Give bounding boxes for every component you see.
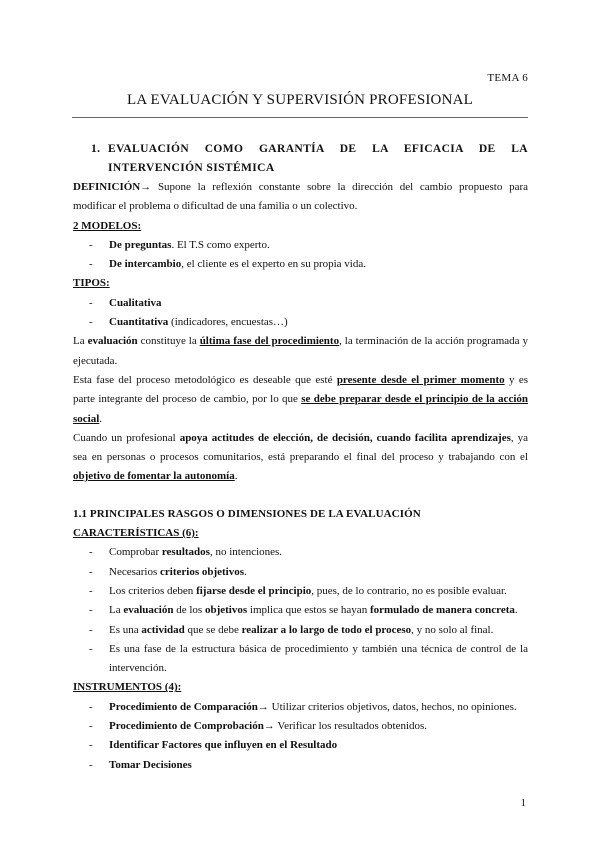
text-run: Cuando un profesional	[73, 431, 180, 444]
bold-run: evaluación	[87, 335, 138, 348]
bold-underline-run: objetivo de fomentar la autonomía	[73, 470, 235, 483]
bold-run: resultados	[161, 546, 210, 559]
item-bold: Procedimiento de Comprobación→	[109, 720, 275, 733]
text-run: , la terminación de la acción programada y ejecutada.	[73, 335, 529, 367]
bold-underline-run: última fase del procedimiento	[199, 335, 340, 348]
item-text: Utilizar criterios objetivos, datos, hechos, no opiniones.	[268, 700, 517, 713]
bold-run: realizar a lo largo de todo el proceso	[241, 623, 412, 636]
bold-run: fijarse desde el principio	[196, 584, 312, 597]
text-run: Comprobar	[109, 546, 162, 559]
phase-paragraph	[73, 371, 528, 429]
bold-run: evaluación	[123, 604, 174, 617]
list-item	[73, 621, 528, 640]
list-item	[73, 543, 528, 562]
text-run: , no intenciones.	[209, 546, 283, 559]
definition-paragraph	[73, 178, 528, 217]
text-run: Es una fase de la estructura básica de procedimiento y también una técnica de control de la intervención.	[109, 642, 528, 675]
text-run: Esta fase del proceso metodológico es deseable que esté	[73, 373, 337, 386]
section-heading-1-1: 1.1 PRINCIPALES RASGOS O DIMENSIONES DE LA EVALUACIÓN	[73, 507, 421, 520]
bold-run: criterios objetivos	[160, 565, 245, 578]
text-run: y es parte integrante del proceso de cambio, por lo que	[73, 373, 528, 406]
item-bold: Identificar Factores que influyen en el Resultado	[109, 739, 338, 752]
bold-run: actividad	[141, 623, 185, 636]
text-run: .	[99, 412, 103, 425]
item-bold: Procedimiento de Comparación→	[109, 700, 269, 713]
item-bold: Cuantitativa	[109, 316, 169, 329]
text-run: constituye la	[137, 335, 200, 348]
bold-underline-run: presente desde el primer momento	[336, 373, 505, 386]
section-number: 1.	[91, 143, 101, 155]
item-text: , el cliente es el experto en su propia vida.	[181, 258, 366, 271]
item-text: . El T.S como experto.	[171, 238, 270, 251]
text-run: .	[514, 604, 518, 617]
text-run: Necesarios	[109, 565, 161, 578]
models-list	[73, 236, 528, 275]
bold-run: formulado de manera concreta	[369, 604, 515, 617]
title-divider	[72, 117, 528, 118]
text-run: que se debe	[184, 623, 242, 636]
bold-run: apoya actitudes de elección, de decisión, cuando facilita aprendizajes	[179, 431, 511, 444]
list-item	[73, 563, 528, 582]
text-run: Los criterios deben	[109, 584, 197, 597]
list-item	[73, 313, 528, 332]
characteristics-heading	[73, 524, 528, 543]
characteristics-heading-text: CARACTERÍSTICAS (6):	[73, 527, 199, 540]
definition-label: DEFINICIÓN→	[73, 181, 152, 193]
page-number: 1	[520, 797, 526, 809]
list-item	[73, 640, 528, 679]
types-heading	[73, 274, 528, 293]
text-run: .	[234, 470, 238, 483]
text-run: de los	[173, 604, 205, 617]
list-item	[73, 601, 528, 620]
item-bold: De intercambio	[109, 258, 182, 271]
list-item	[73, 756, 528, 775]
characteristics-list	[73, 543, 528, 678]
bold-underline-run: se debe preparar desde el principio de la acción social	[73, 393, 528, 425]
list-item	[73, 255, 528, 274]
text-run: , pues, de lo contrario, no es posible evaluar.	[311, 584, 507, 597]
professional-paragraph	[73, 429, 528, 487]
text-run: La	[73, 335, 88, 348]
text-run: .	[244, 565, 247, 578]
text-run: implica que estos se hayan	[247, 604, 370, 617]
bold-run: objetivos	[204, 604, 248, 617]
text-run: La	[109, 604, 124, 617]
list-item	[73, 236, 528, 255]
section-heading-text: EVALUACIÓN COMO GARANTÍA DE LA EFICACIA DE LA INTERVENCIÓN SISTÉMICA	[108, 143, 528, 174]
evaluation-paragraph	[73, 332, 528, 371]
instruments-heading	[73, 678, 528, 697]
item-bold: Tomar Decisiones	[109, 758, 192, 771]
types-heading-text: TIPOS:	[73, 277, 110, 290]
models-heading-text: 2 MODELOS:	[73, 219, 142, 232]
text-run: , ya sea en personas o procesos comunitarios, está preparando el final del proceso y trabajando con el	[73, 431, 529, 464]
instruments-heading-text: INSTRUMENTOS (4):	[73, 681, 182, 694]
item-text: (indicadores, encuestas…)	[168, 316, 288, 329]
section-heading-1	[73, 140, 528, 178]
item-bold: Cualitativa	[109, 296, 162, 309]
models-heading	[73, 217, 528, 236]
text-run: Es una	[109, 623, 142, 636]
list-item	[73, 717, 528, 736]
list-item	[73, 294, 528, 313]
page-title: LA EVALUACIÓN Y SUPERVISIÓN PROFESIONAL	[126, 92, 474, 108]
spacer	[73, 487, 528, 505]
topic-label: TEMA 6	[487, 72, 528, 84]
definition-text: Supone la reflexión constante sobre la dirección del cambio propuesto para modificar el problema o dificultad de una familia o un colectivo.	[73, 181, 528, 213]
list-item	[73, 736, 528, 755]
text-run: , y no solo al final.	[411, 623, 494, 636]
document-body	[73, 140, 528, 775]
list-item	[73, 698, 528, 717]
item-text: Verificar los resultados obtenidos.	[274, 720, 428, 733]
types-list	[73, 294, 528, 333]
list-item	[73, 582, 528, 601]
item-bold: De preguntas	[109, 238, 172, 251]
instruments-list	[73, 698, 528, 775]
